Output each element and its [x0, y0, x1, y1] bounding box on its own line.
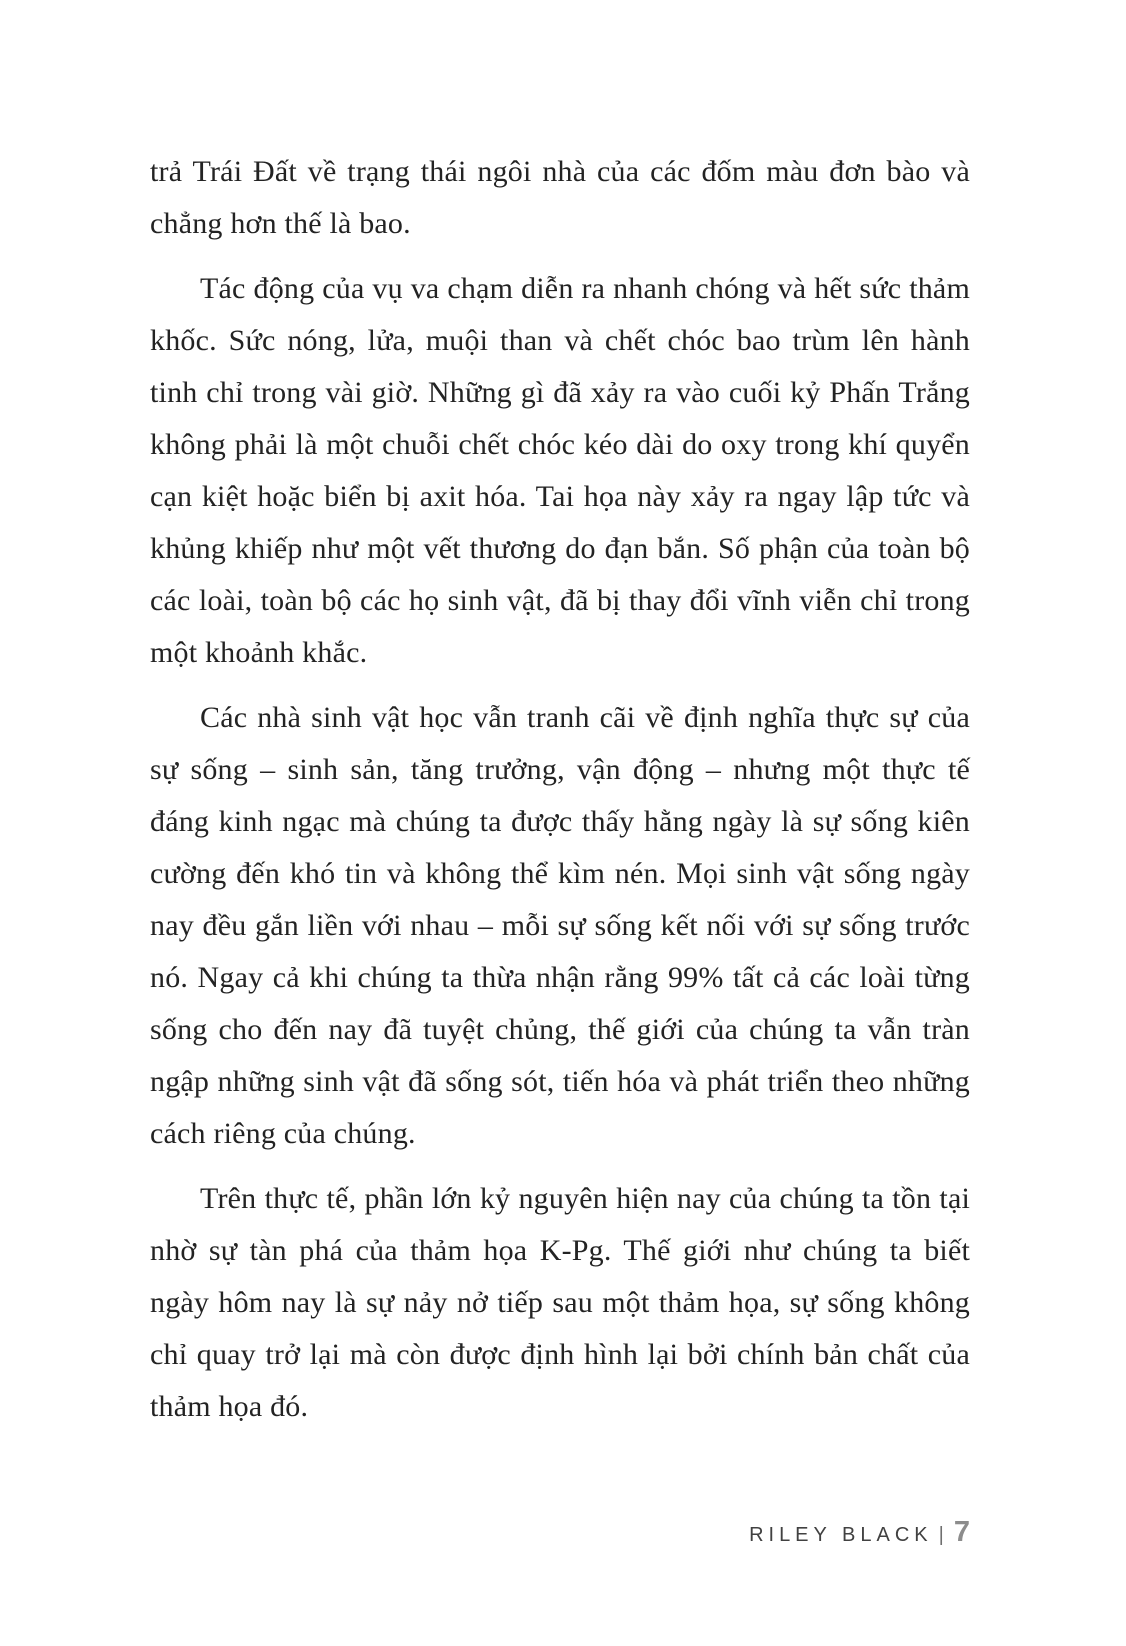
body-text	[150, 146, 970, 1446]
footer-separator: |	[938, 1524, 944, 1546]
page-footer	[749, 1516, 970, 1549]
running-header-author: RILEY BLACK	[749, 1524, 933, 1546]
paragraph-continuation: trả Trái Đất về trạng thái ngôi nhà của các đốm màu đơn bào và chẳng hơn thế là bao.	[150, 155, 970, 240]
paragraph: Các nhà sinh vật học vẫn tranh cãi về định nghĩa thực sự của sự sống – sinh sản, tăng trưởng, vận động – nhưng một thực tế đáng kinh ngạc mà chúng ta được thấy hằng ngày là sự sống kiên cường đến khó tin và không thể kìm nén. Mọi sinh vật sống ngày nay đều gắn liền với nhau – mỗi sự sống kết nối với sự sống trước nó. Ngay cả khi chúng ta thừa nhận rằng 99% tất cả các loài từng sống cho đến nay đã tuyệt chủng, thế giới của chúng ta vẫn tràn ngập những sinh vật đã sống sót, tiến hóa và phát triển theo những cách riêng của chúng.	[150, 701, 970, 1150]
paragraph: Tác động của vụ va chạm diễn ra nhanh chóng và hết sức thảm khốc. Sức nóng, lửa, muội than và chết chóc bao trùm lên hành tinh chỉ trong vài giờ. Những gì đã xảy ra vào cuối kỷ Phấn Trắng không phải là một chuỗi chết chóc kéo dài do oxy trong khí quyển cạn kiệt hoặc biển bị axit hóa. Tai họa này xảy ra ngay lập tức và khủng khiếp như một vết thương do đạn bắn. Số phận của toàn bộ các loài, toàn bộ các họ sinh vật, đã bị thay đổi vĩnh viễn chỉ trong một khoảnh khắc.	[150, 272, 970, 669]
page-number: 7	[953, 1516, 970, 1548]
paragraph: Trên thực tế, phần lớn kỷ nguyên hiện nay của chúng ta tồn tại nhờ sự tàn phá của thảm họa K-Pg. Thế giới như chúng ta biết ngày hôm nay là sự nảy nở tiếp sau một thảm họa, sự sống không chỉ quay trở lại mà còn được định hình lại bởi chính bản chất của thảm họa đó.	[150, 1182, 970, 1423]
